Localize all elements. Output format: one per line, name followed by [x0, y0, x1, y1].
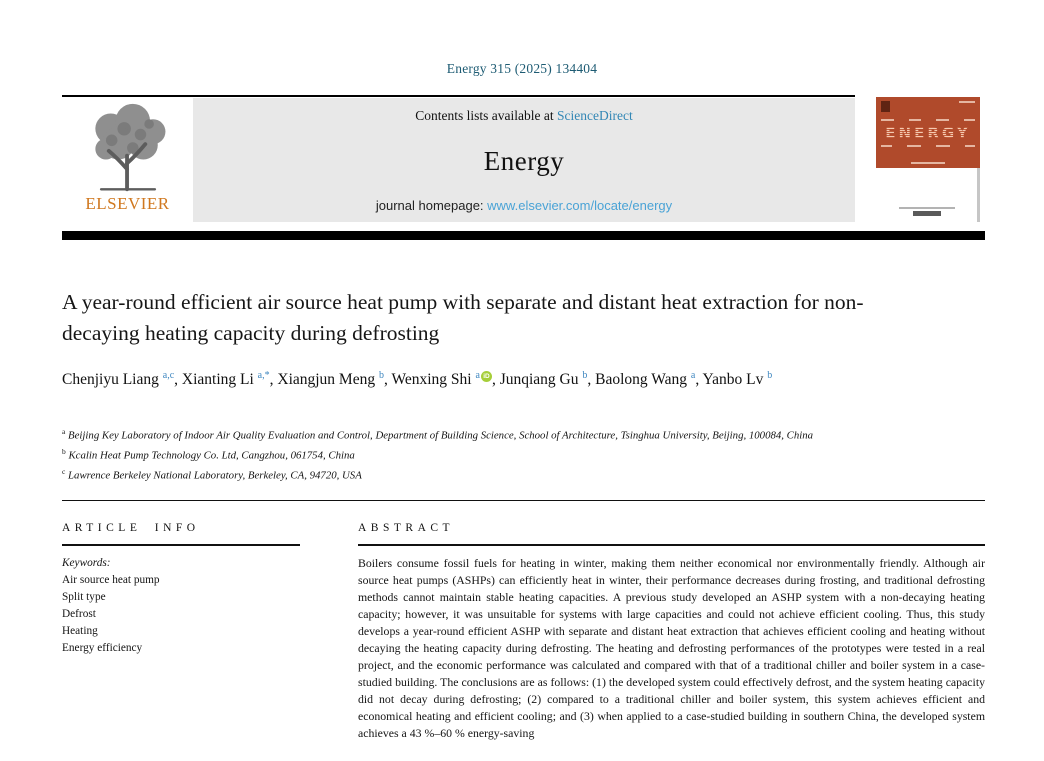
masthead-top-rule: [62, 95, 855, 97]
author-affiliation-sup: b: [582, 370, 588, 381]
homepage-prefix: journal homepage:: [375, 198, 488, 213]
keyword: Defrost: [62, 607, 96, 620]
separator-bar: [62, 231, 985, 240]
author-affiliation-sup: b: [767, 370, 773, 381]
article-title: A year-round efficient air source heat pump with separate and distant heat extraction for non-decaying heating capacity during defrosting: [62, 290, 864, 345]
affiliation: $^b$ Kcalin Heat Pump Technology Co. Ltd, Cangzhou, 061754, China: [62, 447, 355, 462]
elsevier-tree-icon: [80, 100, 176, 196]
keyword: Energy efficiency: [62, 641, 143, 654]
author: Chenjiyu Liang $^{a,c}$: [62, 370, 175, 389]
keywords-block: [62, 555, 300, 657]
cover-issue-text: [959, 101, 975, 103]
cover-title: ENERGY: [881, 124, 975, 142]
cover-topics-row-bottom: [881, 145, 975, 147]
cover-top: [876, 97, 980, 168]
abstract-column: [358, 501, 985, 742]
affiliation: $^c$ Lawrence Berkeley National Laboratory, Berkeley, CA, 94720, USA: [62, 467, 362, 482]
keyword-items: [62, 572, 300, 657]
affiliation-sup: b: [62, 447, 66, 457]
keyword: Air source heat pump: [62, 573, 160, 586]
author: Baolong Wang $^a$: [595, 370, 696, 389]
cover-footer-logo: [913, 211, 941, 216]
info-abstract-section: [62, 500, 985, 742]
abstract-rule: [358, 544, 985, 546]
author: Yanbo Lv $^b$: [702, 370, 773, 389]
journal-banner: [193, 98, 855, 222]
contents-prefix: Contents lists available at: [415, 108, 557, 123]
cover-header-row: [881, 101, 975, 112]
journal-citation-link[interactable]: Energy 315 (2025) 134404: [446, 61, 598, 76]
journal-name: Energy: [483, 145, 565, 176]
author-affiliation-sup: a: [690, 370, 696, 381]
abstract-text: Boilers consume fossil fuels for heating in winter, making them neither economical nor environmentally friendly. Although air source heat pumps (ASHPs) can efficiently heat in winter, their performance decreases during frosting, and traditional defrosting methods cannot maintain stable heating capacities. A previous study developed an ASHP system with a non-decaying heating capacity; however, it was unsuitable for systems with large capacities and could not achieve efficient cooling. Thus, this study develops a year-round efficient ASHP with separate and distant heat extraction that achieves efficient cooling and heating without decaying the heating capacity during defrosting. The heating and defrosting performances of the prototypes were tested in a real project, and the economic performance was calculated and compared with that of a traditional chiller and boiler system in a case-studied building. The conclusions are as follows: (1) the developed system could effectively defrost, and the system heating capacity did not decay during defrosting; (2) compared to a traditional chiller and boiler system, this system achieves efficient and economical heating and efficient cooling; and (3) when applied to a case-studied building in southern China, the developed system achieves a 43 %–60 % energy-saving: [358, 555, 985, 740]
keyword: Split type: [62, 590, 106, 603]
cover-bottom: [876, 168, 980, 222]
keyword: Heating: [62, 624, 98, 637]
sciencedirect-link[interactable]: ScienceDirect: [557, 108, 633, 123]
elsevier-wordmark: ELSEVIER: [85, 194, 170, 213]
author: Xiangjun Meng $^b$: [277, 370, 384, 389]
homepage-line: [193, 198, 855, 213]
cover-topics-row-top: [881, 119, 975, 121]
author: Xianting Li $^{a,*}$: [181, 370, 270, 389]
author-affiliation-sup: b: [378, 370, 384, 381]
abstract-heading: ABSTRACT: [358, 522, 455, 534]
author-affiliation-sup: a: [475, 370, 480, 381]
affiliation-sup: a: [62, 427, 66, 436]
author: Wenxing Shi $^a$ iD: [391, 371, 491, 388]
homepage-link[interactable]: www.elsevier.com/locate/energy: [487, 198, 673, 213]
author-affiliation-sup: a,c: [162, 370, 175, 381]
cover-subtitle: [881, 151, 975, 169]
keywords-label: Keywords:: [62, 556, 111, 569]
cover-mini-logo: [881, 101, 890, 112]
affiliation-list: [62, 424, 897, 484]
article-info-column: [62, 501, 300, 742]
cover-footer-text: [899, 207, 955, 209]
journal-cover-thumbnail[interactable]: [876, 97, 980, 222]
article-info-heading: ARTICLE INFO: [62, 522, 200, 534]
contents-line: [193, 108, 855, 124]
author-list: Chenjiyu Liang $^{a,c}$, Xianting Li $^{a,*}$, Xiangjun Meng $^b$, Wenxing Shi $^a$ iD , Junqiang Gu $^b$, Baolong Wang $^a$, Yanbo Lv $^b$: [62, 370, 773, 389]
affiliation: $^a$ Beijing Key Laboratory of Indoor Air Quality Evaluation and Control, Department of Building Science, School of Architecture, Tsinghua University, Beijing, 100084, China: [62, 427, 814, 442]
orcid-icon[interactable]: iD: [481, 371, 492, 382]
elsevier-logo: [62, 98, 193, 222]
author: Junqiang Gu $^b$: [499, 370, 588, 389]
article-info-rule: [62, 544, 300, 546]
affiliation-sup: c: [62, 467, 66, 477]
author-affiliation-sup: a,*: [257, 370, 270, 381]
